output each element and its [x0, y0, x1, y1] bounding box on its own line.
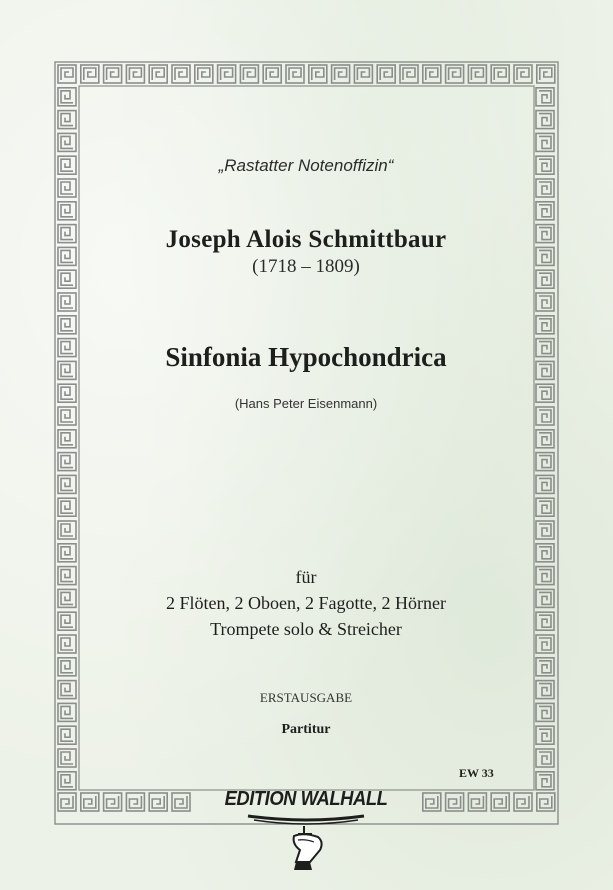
instrumentation-line-2: Trompete solo & Streicher [210, 619, 402, 639]
composer-lifespan: (1718 – 1809) [252, 256, 360, 277]
editor-name: (Hans Peter Eisenmann) [234, 396, 378, 411]
instrumentation-line-1: 2 Flöten, 2 Oboen, 2 Fagotte, 2 Hörner [166, 593, 446, 613]
publisher-logo-text: EDITION WALHALL [224, 788, 388, 810]
series-name: „Rastatter Notenoffizin“ [218, 156, 394, 175]
serving-tray-hand-icon [246, 812, 366, 872]
work-title: Sinfonia Hypochondrica [165, 342, 447, 372]
edition-type: ERSTAUSGABE [259, 690, 353, 705]
for-label: für [295, 567, 317, 587]
catalog-number: EW 33 [459, 766, 494, 780]
score-type: Partitur [281, 722, 331, 737]
composer-name: Joseph Alois Schmittbaur [165, 226, 447, 253]
